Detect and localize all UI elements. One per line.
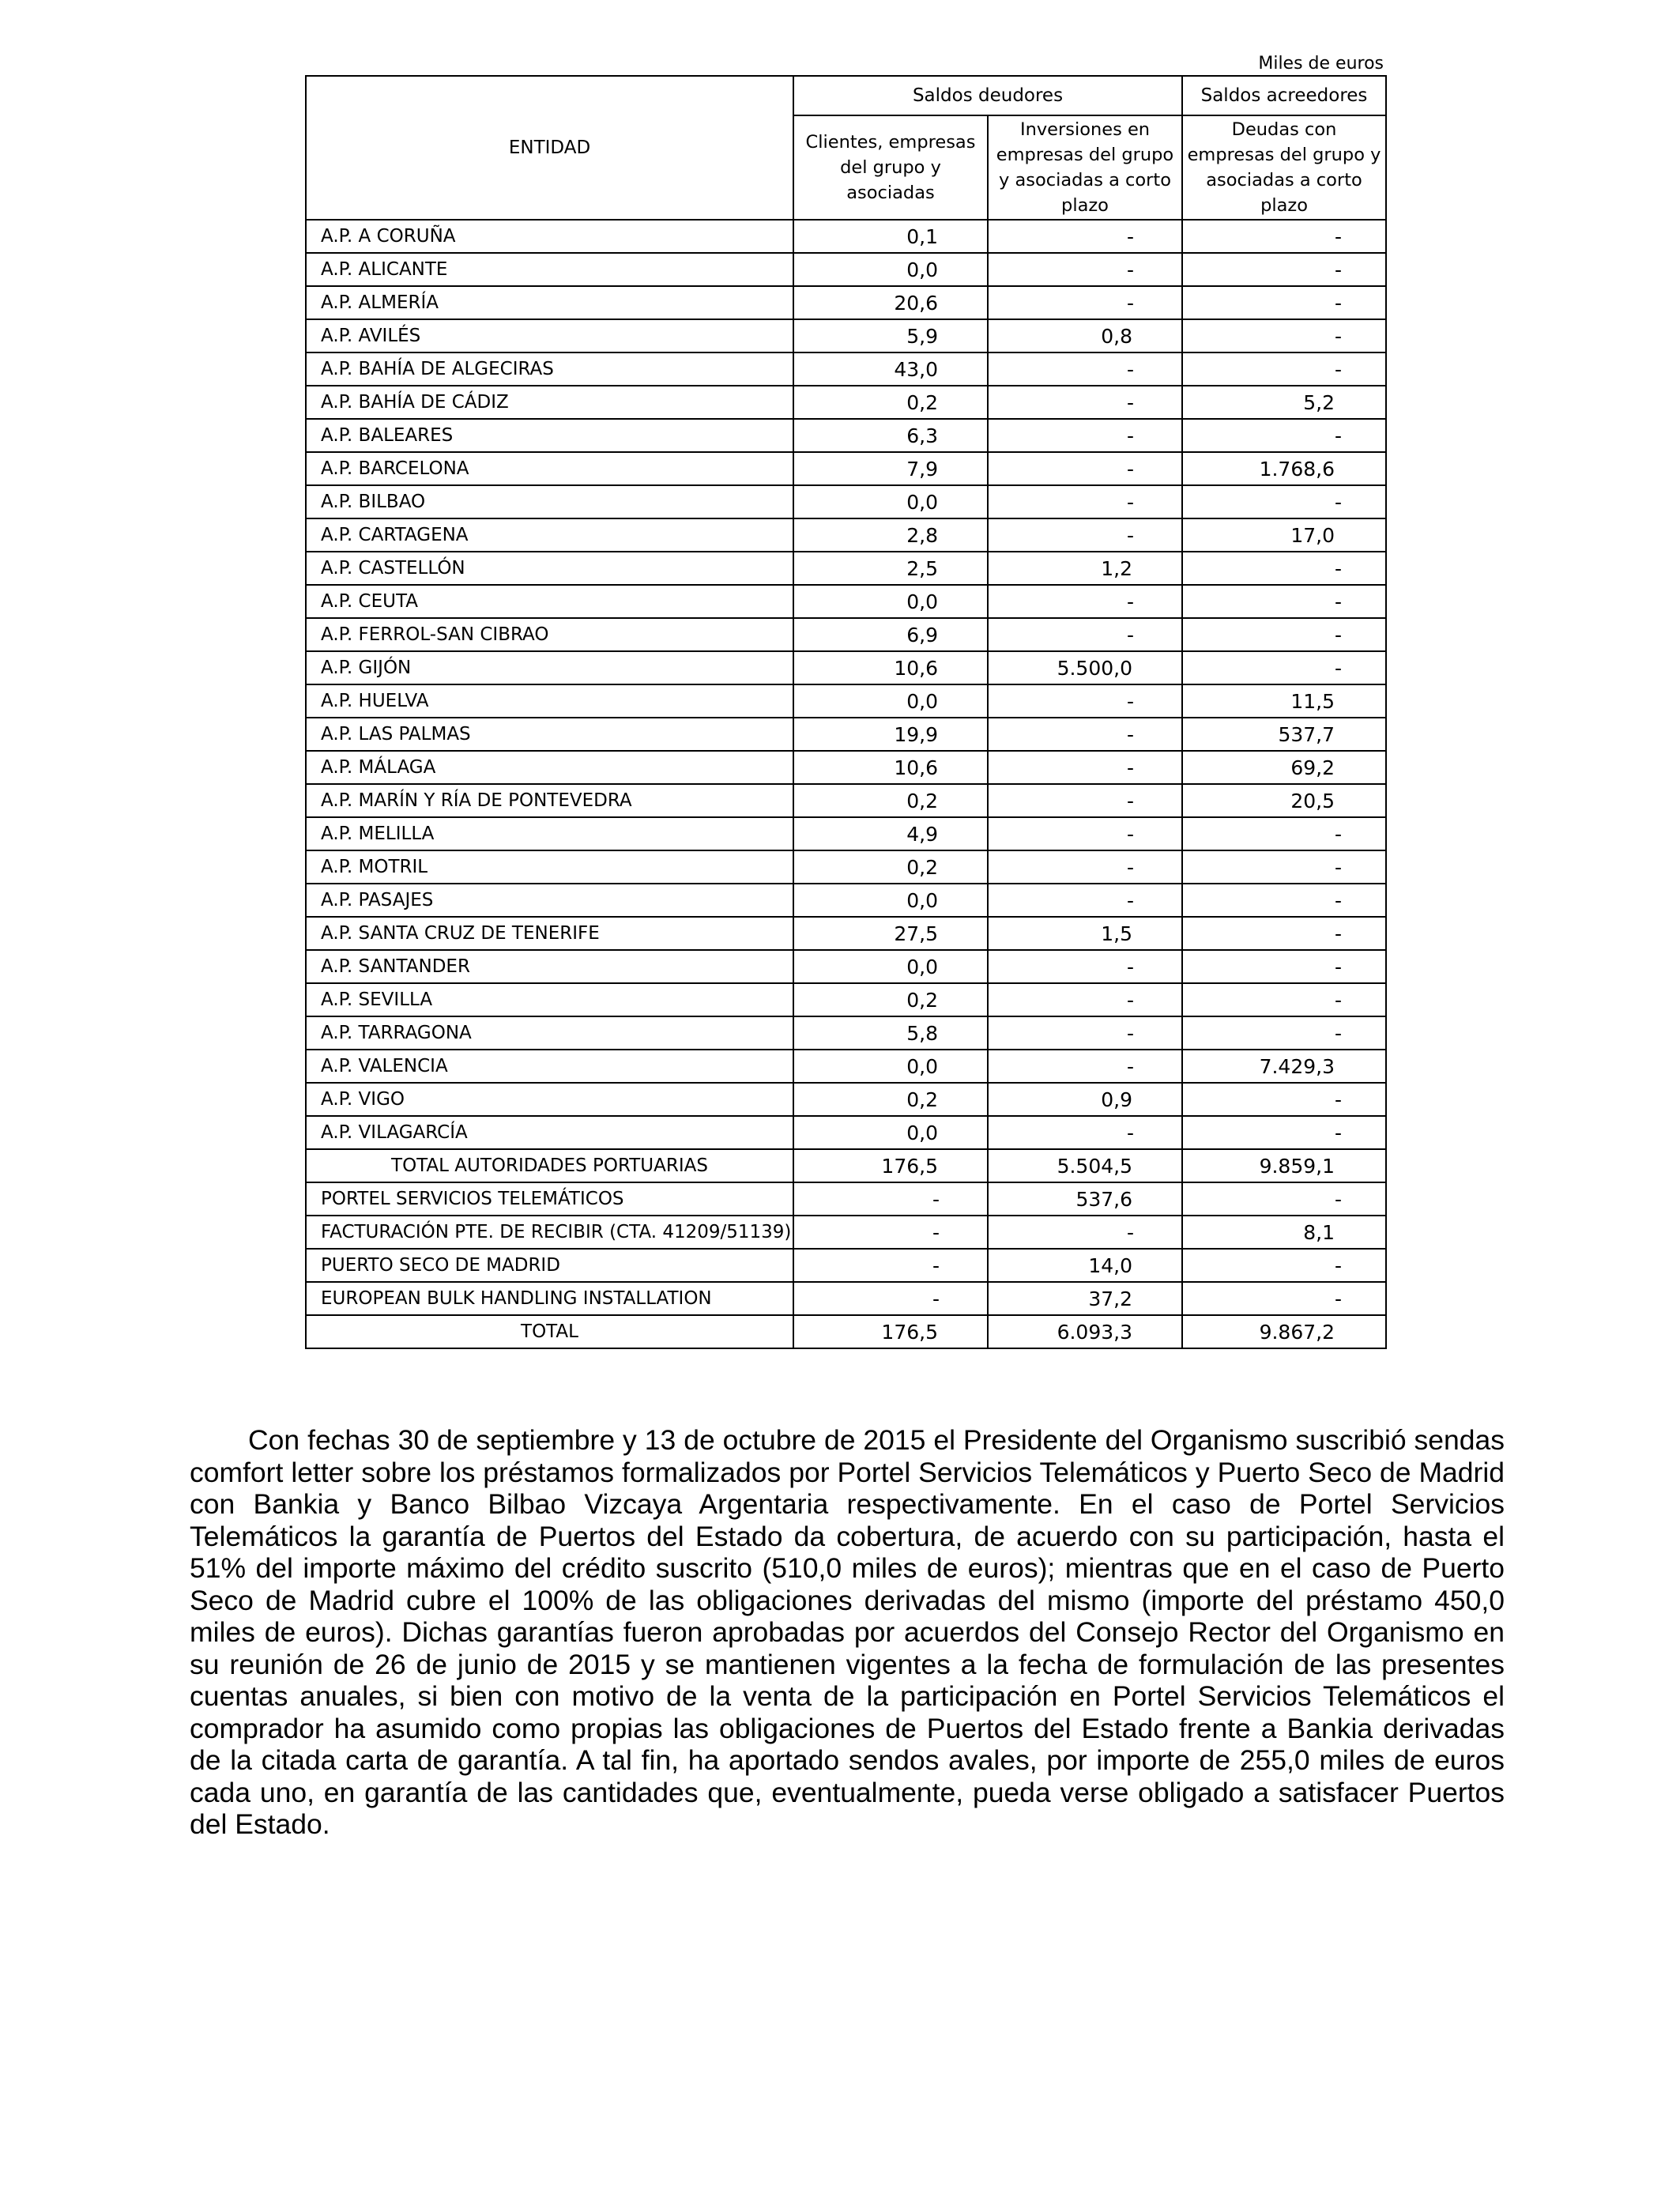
- table-row: [306, 286, 1386, 319]
- cell-debts: -: [1182, 1016, 1386, 1050]
- cell-debts: -: [1182, 1116, 1386, 1149]
- cell-investments: -: [988, 1216, 1182, 1249]
- table-row: [306, 618, 1386, 651]
- cell-debts: -: [1182, 352, 1386, 386]
- table-row: [306, 1315, 1386, 1348]
- cell-entity: A.P. SEVILLA: [306, 983, 793, 1016]
- cell-investments: -: [988, 684, 1182, 718]
- cell-investments: -: [988, 1016, 1182, 1050]
- cell-clients: 10,6: [793, 651, 988, 684]
- cell-clients: 6,9: [793, 618, 988, 651]
- table-row: [306, 950, 1386, 983]
- cell-entity: A.P. TARRAGONA: [306, 1016, 793, 1050]
- cell-clients: 10,6: [793, 751, 988, 784]
- table-row: [306, 983, 1386, 1016]
- cell-debts: -: [1182, 1182, 1386, 1216]
- cell-investments: 14,0: [988, 1249, 1182, 1282]
- cell-debts: 8,1: [1182, 1216, 1386, 1249]
- cell-investments: -: [988, 817, 1182, 850]
- cell-entity: A.P. MÁLAGA: [306, 751, 793, 784]
- cell-debts: -: [1182, 319, 1386, 352]
- cell-investments: -: [988, 352, 1182, 386]
- cell-debts: -: [1182, 983, 1386, 1016]
- cell-clients: 5,9: [793, 319, 988, 352]
- balances-table: [305, 75, 1387, 1349]
- cell-clients: 0,0: [793, 1116, 988, 1149]
- cell-investments: 1,2: [988, 552, 1182, 585]
- cell-entity: FACTURACIÓN PTE. DE RECIBIR (CTA. 41209/51139): [306, 1216, 793, 1249]
- cell-entity: A.P. MARÍN Y RÍA DE PONTEVEDRA: [306, 784, 793, 817]
- cell-entity: A.P. BAHÍA DE CÁDIZ: [306, 386, 793, 419]
- cell-entity: A.P. BILBAO: [306, 485, 793, 518]
- cell-entity: A.P. BARCELONA: [306, 452, 793, 485]
- cell-debts: -: [1182, 220, 1386, 253]
- table-row: [306, 651, 1386, 684]
- cell-investments: 0,9: [988, 1083, 1182, 1116]
- cell-investments: 1,5: [988, 917, 1182, 950]
- cell-clients: -: [793, 1216, 988, 1249]
- cell-investments: 5.504,5: [988, 1149, 1182, 1182]
- cell-debts: -: [1182, 1083, 1386, 1116]
- cell-investments: -: [988, 220, 1182, 253]
- cell-debts: -: [1182, 253, 1386, 286]
- cell-entity: A.P. ALICANTE: [306, 253, 793, 286]
- cell-entity: A.P. MOTRIL: [306, 850, 793, 884]
- units-label: Miles de euros: [1258, 54, 1384, 74]
- cell-entity: A.P. AVILÉS: [306, 319, 793, 352]
- cell-entity: A.P. CASTELLÓN: [306, 552, 793, 585]
- table-row: [306, 585, 1386, 618]
- cell-clients: -: [793, 1249, 988, 1282]
- cell-investments: -: [988, 784, 1182, 817]
- table-row: [306, 1282, 1386, 1315]
- cell-investments: -: [988, 585, 1182, 618]
- table-row: [306, 1116, 1386, 1149]
- cell-debts: 69,2: [1182, 751, 1386, 784]
- cell-investments: -: [988, 452, 1182, 485]
- cell-investments: -: [988, 419, 1182, 452]
- table-row: [306, 817, 1386, 850]
- cell-clients: 176,5: [793, 1149, 988, 1182]
- header-investments: Inversiones en empresas del grupo y asociadas a corto plazo: [988, 115, 1182, 220]
- cell-clients: 7,9: [793, 452, 988, 485]
- table-row: [306, 419, 1386, 452]
- cell-investments: -: [988, 386, 1182, 419]
- table-row: [306, 1016, 1386, 1050]
- table-row: [306, 1149, 1386, 1182]
- cell-investments: -: [988, 850, 1182, 884]
- cell-investments: 37,2: [988, 1282, 1182, 1315]
- cell-entity: A.P. MELILLA: [306, 817, 793, 850]
- cell-entity: A.P. PASAJES: [306, 884, 793, 917]
- cell-investments: 0,8: [988, 319, 1182, 352]
- table-row: [306, 1249, 1386, 1282]
- cell-clients: 6,3: [793, 419, 988, 452]
- cell-debts: -: [1182, 552, 1386, 585]
- cell-debts: -: [1182, 485, 1386, 518]
- cell-entity: A.P. FERROL-SAN CIBRAO: [306, 618, 793, 651]
- cell-debts: 11,5: [1182, 684, 1386, 718]
- cell-investments: -: [988, 253, 1182, 286]
- body-paragraph: [190, 1424, 1505, 1841]
- cell-debts: -: [1182, 651, 1386, 684]
- table-row: [306, 1083, 1386, 1116]
- cell-debts: 7.429,3: [1182, 1050, 1386, 1083]
- cell-entity: A.P. VIGO: [306, 1083, 793, 1116]
- cell-entity: A.P. VALENCIA: [306, 1050, 793, 1083]
- table-row: [306, 220, 1386, 253]
- cell-entity: A.P. VILAGARCÍA: [306, 1116, 793, 1149]
- cell-debts: -: [1182, 917, 1386, 950]
- cell-entity: PORTEL SERVICIOS TELEMÁTICOS: [306, 1182, 793, 1216]
- cell-entity: A.P. SANTA CRUZ DE TENERIFE: [306, 917, 793, 950]
- cell-entity: PUERTO SECO DE MADRID: [306, 1249, 793, 1282]
- table-row: [306, 485, 1386, 518]
- cell-clients: 0,2: [793, 850, 988, 884]
- cell-entity: EUROPEAN BULK HANDLING INSTALLATION: [306, 1282, 793, 1315]
- table-row: [306, 684, 1386, 718]
- cell-debts: 9.859,1: [1182, 1149, 1386, 1182]
- cell-entity: TOTAL: [306, 1315, 793, 1348]
- table-row: [306, 917, 1386, 950]
- table-body: [306, 220, 1386, 1348]
- table-row: [306, 386, 1386, 419]
- cell-entity: A.P. CEUTA: [306, 585, 793, 618]
- cell-investments: -: [988, 983, 1182, 1016]
- cell-entity: A.P. LAS PALMAS: [306, 718, 793, 751]
- cell-debts: 17,0: [1182, 518, 1386, 552]
- cell-clients: 0,2: [793, 983, 988, 1016]
- cell-entity: A.P. A CORUÑA: [306, 220, 793, 253]
- cell-clients: 0,2: [793, 1083, 988, 1116]
- cell-debts: -: [1182, 950, 1386, 983]
- cell-clients: -: [793, 1282, 988, 1315]
- cell-clients: 0,2: [793, 386, 988, 419]
- cell-clients: 176,5: [793, 1315, 988, 1348]
- cell-entity: A.P. HUELVA: [306, 684, 793, 718]
- cell-clients: -: [793, 1182, 988, 1216]
- cell-clients: 0,1: [793, 220, 988, 253]
- cell-investments: 6.093,3: [988, 1315, 1182, 1348]
- cell-investments: -: [988, 751, 1182, 784]
- cell-debts: 5,2: [1182, 386, 1386, 419]
- cell-debts: -: [1182, 618, 1386, 651]
- cell-clients: 5,8: [793, 1016, 988, 1050]
- table-row: [306, 319, 1386, 352]
- table-row: [306, 718, 1386, 751]
- cell-investments: -: [988, 950, 1182, 983]
- cell-debts: 537,7: [1182, 718, 1386, 751]
- header-entity: ENTIDAD: [306, 76, 793, 220]
- header-creditor-balances: Saldos acreedores: [1182, 76, 1386, 115]
- cell-clients: 43,0: [793, 352, 988, 386]
- table-row: [306, 1050, 1386, 1083]
- cell-entity: A.P. BALEARES: [306, 419, 793, 452]
- cell-clients: 19,9: [793, 718, 988, 751]
- cell-clients: 0,2: [793, 784, 988, 817]
- cell-clients: 0,0: [793, 253, 988, 286]
- cell-entity: A.P. BAHÍA DE ALGECIRAS: [306, 352, 793, 386]
- table-header: [306, 76, 1386, 220]
- cell-clients: 0,0: [793, 684, 988, 718]
- table-row: [306, 884, 1386, 917]
- cell-entity: A.P. ALMERÍA: [306, 286, 793, 319]
- cell-debts: -: [1182, 419, 1386, 452]
- header-clients: Clientes, empresas del grupo y asociadas: [793, 115, 988, 220]
- cell-debts: -: [1182, 817, 1386, 850]
- cell-clients: 0,0: [793, 1050, 988, 1083]
- cell-investments: -: [988, 884, 1182, 917]
- cell-investments: -: [988, 286, 1182, 319]
- table-row: [306, 452, 1386, 485]
- cell-debts: 1.768,6: [1182, 452, 1386, 485]
- cell-investments: -: [988, 518, 1182, 552]
- cell-clients: 4,9: [793, 817, 988, 850]
- cell-clients: 0,0: [793, 884, 988, 917]
- cell-investments: 537,6: [988, 1182, 1182, 1216]
- table-row: [306, 552, 1386, 585]
- cell-investments: -: [988, 1116, 1182, 1149]
- cell-investments: -: [988, 1050, 1182, 1083]
- table-row: [306, 518, 1386, 552]
- cell-debts: 9.867,2: [1182, 1315, 1386, 1348]
- cell-clients: 2,8: [793, 518, 988, 552]
- cell-debts: -: [1182, 1282, 1386, 1315]
- cell-debts: -: [1182, 286, 1386, 319]
- cell-investments: -: [988, 485, 1182, 518]
- cell-entity: A.P. SANTANDER: [306, 950, 793, 983]
- table-row: [306, 1182, 1386, 1216]
- header-debtor-balances: Saldos deudores: [793, 76, 1182, 115]
- table-row: [306, 1216, 1386, 1249]
- cell-investments: -: [988, 618, 1182, 651]
- cell-clients: 27,5: [793, 917, 988, 950]
- table-row: [306, 253, 1386, 286]
- cell-entity: TOTAL AUTORIDADES PORTUARIAS: [306, 1149, 793, 1182]
- paragraph-text: Con fechas 30 de septiembre y 13 de octubre de 2015 el Presidente del Organismo suscribió sendas comfort letter sobre los préstamos formalizados por Portel Servicios Telemáticos y Puerto Seco de Madrid con Bankia y Banco Bilbao Vizcaya Argentaria respectivamente. En el caso de Portel Servicios Telemáticos la garantía de Puertos del Estado da cobertura, de acuerdo con su participación, hasta el 51% del importe máximo del crédito suscrito (510,0 miles de euros); mientras que en el caso de Puerto Seco de Madrid cubre el 100% de las obligaciones derivadas del mismo (importe del préstamo 450,0 miles de euros). Dichas garantías fueron aprobadas por acuerdos del Consejo Rector del Organismo en su reunión de 26 de junio de 2015 y se mantienen vigentes a la fecha de formulación de las presentes cuentas anuales, si bien con motivo de la venta de la participación en Portel Servicios Telemáticos el comprador ha asumido como propias las obligaciones de Puertos del Estado frente a Bankia derivadas de la citada carta de garantía. A tal fin, ha aportado sendos avales, por importe de 255,0 miles de euros cada uno, en garantía de las cantidades que, eventualmente, pueda verse obligado a satisfacer Puertos del Estado.: [190, 1424, 1505, 1840]
- cell-debts: -: [1182, 1249, 1386, 1282]
- table-row: [306, 751, 1386, 784]
- cell-clients: 0,0: [793, 950, 988, 983]
- table-row: [306, 352, 1386, 386]
- cell-clients: 20,6: [793, 286, 988, 319]
- cell-debts: -: [1182, 585, 1386, 618]
- cell-debts: -: [1182, 884, 1386, 917]
- cell-investments: 5.500,0: [988, 651, 1182, 684]
- cell-entity: A.P. CARTAGENA: [306, 518, 793, 552]
- cell-clients: 2,5: [793, 552, 988, 585]
- cell-debts: -: [1182, 850, 1386, 884]
- table-row: [306, 784, 1386, 817]
- cell-debts: 20,5: [1182, 784, 1386, 817]
- cell-entity: A.P. GIJÓN: [306, 651, 793, 684]
- cell-investments: -: [988, 718, 1182, 751]
- table-row: [306, 850, 1386, 884]
- cell-clients: 0,0: [793, 585, 988, 618]
- header-debts: Deudas con empresas del grupo y asociadas a corto plazo: [1182, 115, 1386, 220]
- cell-clients: 0,0: [793, 485, 988, 518]
